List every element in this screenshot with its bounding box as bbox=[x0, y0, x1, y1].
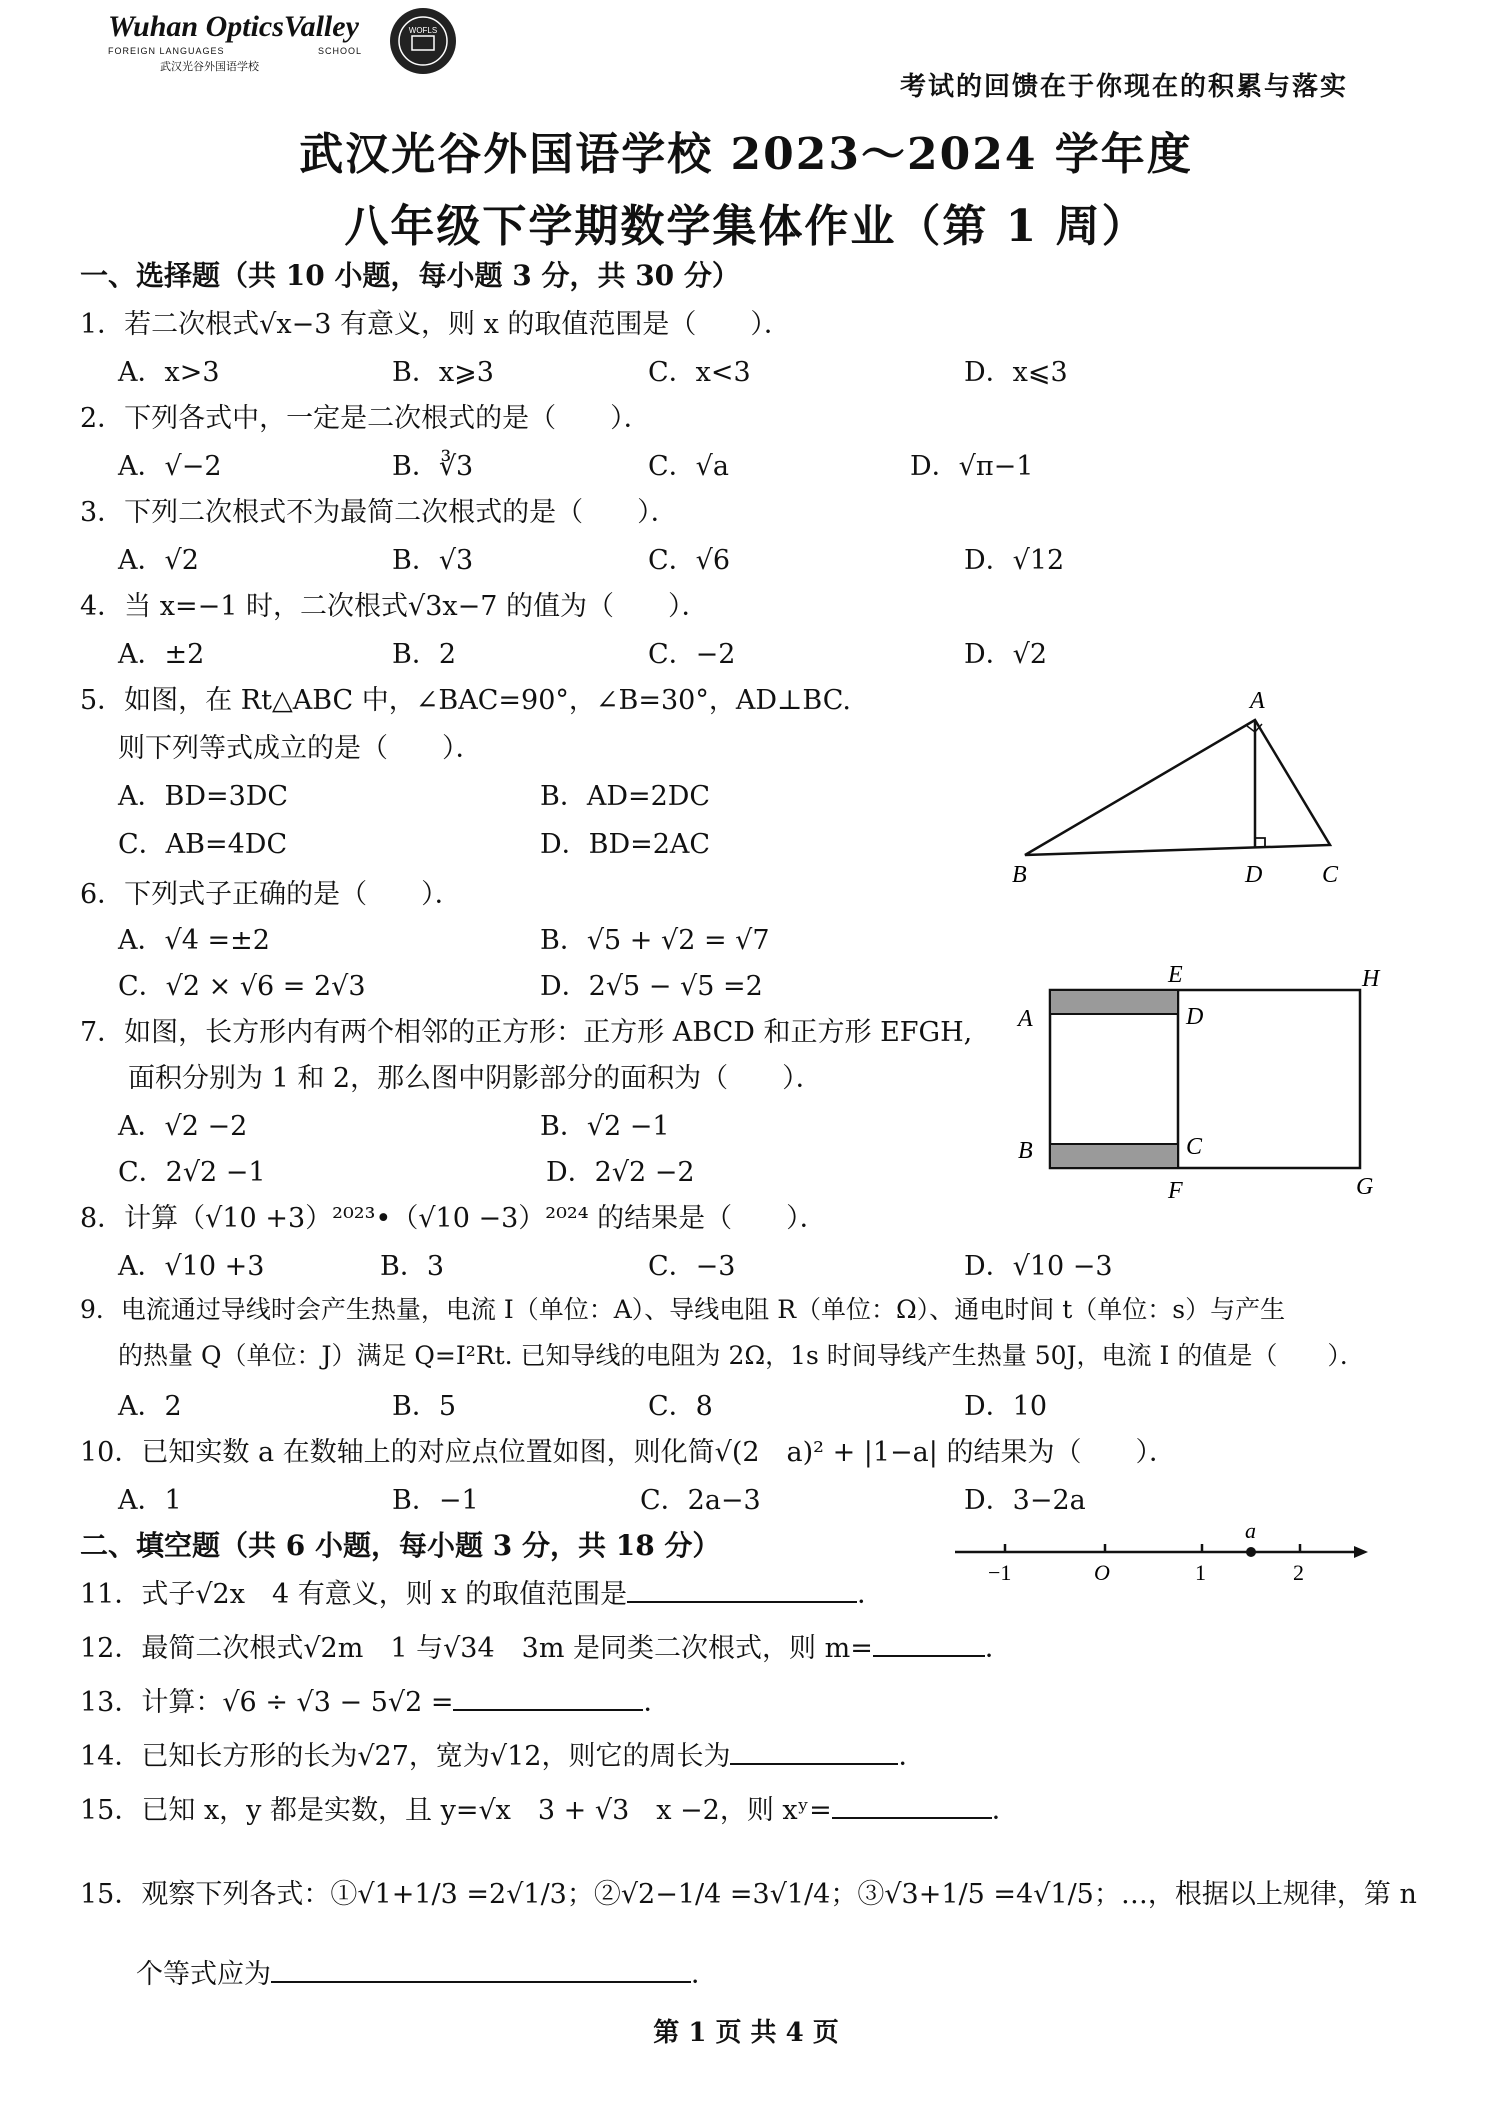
q8-option-c: C．−3 bbox=[648, 1251, 736, 1282]
point-a bbox=[1246, 1547, 1256, 1557]
question-5-line2: 则下列等式成立的是（ ）． bbox=[118, 733, 483, 764]
question-4: 4．当 x=−1 时，二次根式√3x−7 的值为（ ）． bbox=[80, 591, 709, 622]
q1-option-c: C．x<3 bbox=[648, 357, 751, 388]
number-line-figure bbox=[940, 1518, 1380, 1588]
q2-option-b: B．∛3 bbox=[392, 451, 474, 482]
q3-option-b: B．√3 bbox=[392, 545, 474, 576]
school-seal-icon bbox=[388, 6, 458, 76]
question-12 bbox=[80, 1626, 1012, 1665]
tri-label-b: B bbox=[1012, 862, 1027, 888]
question-14 bbox=[80, 1734, 925, 1773]
question-12-text: 12．最简二次根式√2m 1 与√34 3m 是同类二次根式，则 m= bbox=[80, 1633, 873, 1664]
rect-label-g: G bbox=[1356, 1174, 1374, 1200]
tri-label-c: C bbox=[1322, 862, 1339, 888]
question-16-line2 bbox=[136, 1952, 718, 1991]
school-logo-sub1: FOREIGN LANGUAGES bbox=[108, 46, 225, 56]
q5-option-b: B．AD=2DC bbox=[540, 781, 711, 812]
q4-option-b: B．2 bbox=[392, 639, 457, 670]
question-11-text: 11．式子√2x 4 有意义，则 x 的取值范围是 bbox=[80, 1579, 628, 1610]
period: ． bbox=[898, 1741, 926, 1772]
question-2: 2．下列各式中，一定是二次根式的是（ ）． bbox=[80, 403, 651, 434]
q2-option-d: D．√π−1 bbox=[910, 451, 1034, 482]
period: ． bbox=[857, 1579, 885, 1610]
numline-label-a: a bbox=[1245, 1518, 1256, 1543]
period: ． bbox=[984, 1633, 1012, 1664]
q1-option-a: A．x>3 bbox=[118, 357, 220, 388]
section1-heading: 一、选择题（共 10 小题，每小题 3 分，共 30 分） bbox=[80, 259, 740, 292]
q1-option-b: B．x⩾3 bbox=[392, 357, 494, 388]
seal-text: WOFLS bbox=[408, 26, 438, 35]
rect-label-c: C bbox=[1186, 1134, 1203, 1160]
page-title-line1: 武汉光谷外国语学校 2023～2024 学年度 bbox=[299, 129, 1193, 180]
shaded-bottom bbox=[1050, 1144, 1178, 1168]
q6-option-c: C．√2 × √6 = 2√3 bbox=[118, 971, 366, 1002]
question-10: 10．已知实数 a 在数轴上的对应点位置如图，则化简√(2 a)² + |1−a| 的结果为（ ）． bbox=[80, 1437, 1176, 1468]
period: ． bbox=[691, 1959, 718, 1990]
triangle-figure bbox=[1000, 680, 1360, 890]
question-11 bbox=[80, 1572, 884, 1611]
q10-option-a: A．1 bbox=[118, 1485, 182, 1516]
page-footer: 第 1 页 共 4 页 bbox=[653, 2018, 839, 2048]
rect-label-a: A bbox=[1018, 1006, 1033, 1032]
q7-option-a: A．√2 −2 bbox=[118, 1111, 248, 1142]
q10-option-d: D．3−2a bbox=[964, 1485, 1086, 1516]
q4-option-c: C．−2 bbox=[648, 639, 736, 670]
school-logo-name: Wuhan OpticsValley bbox=[108, 10, 359, 43]
q5-option-a: A．BD=3DC bbox=[118, 781, 289, 812]
numline-tick-1: 1 bbox=[1195, 1560, 1206, 1585]
q5-option-c: C．AB=4DC bbox=[118, 829, 288, 860]
q4-option-d: D．√2 bbox=[964, 639, 1048, 670]
q7-option-d: D．2√2 −2 bbox=[546, 1157, 695, 1188]
question-16: 15．观察下列各式：①√1+1/3 =2√1/3；②√2−1/4 =3√1/4；③√3+1/5 =4√1/5；…，根据以上规律，第 n bbox=[80, 1879, 1417, 1910]
rect-label-e: E bbox=[1168, 962, 1183, 988]
rect-label-d: D bbox=[1186, 1004, 1204, 1030]
question-13-text: 13．计算：√6 ÷ √3 − 5√2 = bbox=[80, 1687, 454, 1718]
rect-label-f: F bbox=[1168, 1178, 1183, 1204]
q4-option-a: A．±2 bbox=[118, 639, 205, 670]
q9-option-a: A．2 bbox=[118, 1391, 182, 1422]
numline-tick-neg1: −1 bbox=[988, 1560, 1012, 1585]
question-7-line2: 面积分别为 1 和 2，那么图中阴影部分的面积为（ ）． bbox=[128, 1063, 823, 1094]
q7-option-c: C．2√2 −1 bbox=[118, 1157, 266, 1188]
q8-option-a: A．√10 +3 bbox=[118, 1251, 265, 1282]
question-15 bbox=[80, 1788, 1019, 1827]
q9-option-b: B．5 bbox=[392, 1391, 457, 1422]
section2-heading: 二、填空题（共 6 小题，每小题 3 分，共 18 分） bbox=[80, 1529, 721, 1562]
q2-option-a: A．√−2 bbox=[118, 451, 222, 482]
answer-blank-15[interactable] bbox=[832, 1791, 992, 1819]
q6-option-b: B．√5 + √2 = √7 bbox=[540, 925, 770, 956]
answer-blank-12[interactable] bbox=[873, 1629, 985, 1657]
question-9-line2: 的热量 Q（单位：J）满足 Q=I²Rt. 已知导线的电阻为 2Ω，1s 时间导线产生热量 50J，电流 I 的值是（ ）． bbox=[118, 1341, 1365, 1370]
school-logo-sub2: SCHOOL bbox=[318, 46, 363, 56]
question-9: 9．电流通过导线时会产生热量，电流 I（单位：A）、导线电阻 R（单位：Ω）、通电时间 t（单位：s）与产生 bbox=[80, 1295, 1286, 1324]
question-5: 5．如图，在 Rt△ABC 中，∠BAC=90°，∠B=30°，AD⊥BC. bbox=[80, 685, 851, 716]
question-16-text: 个等式应为 bbox=[136, 1959, 271, 1990]
q9-option-d: D．10 bbox=[964, 1391, 1048, 1422]
period: ． bbox=[991, 1795, 1019, 1826]
question-8: 8．计算（√10 +3）²⁰²³•（√10 −3）²⁰²⁴ 的结果是（ ）． bbox=[80, 1203, 827, 1234]
q1-option-d: D．x⩽3 bbox=[964, 357, 1068, 388]
q3-option-a: A．√2 bbox=[118, 545, 199, 576]
q3-option-c: C．√6 bbox=[648, 545, 731, 576]
q3-option-d: D．√12 bbox=[964, 545, 1065, 576]
period: ． bbox=[643, 1687, 671, 1718]
q10-option-b: B．−1 bbox=[392, 1485, 479, 1516]
rect-label-h: H bbox=[1362, 966, 1380, 992]
tri-label-a: A bbox=[1250, 688, 1265, 714]
question-3: 3．下列二次根式不为最简二次根式的是（ ）． bbox=[80, 497, 678, 528]
q9-option-c: C．8 bbox=[648, 1391, 713, 1422]
question-15-text: 15．已知 x，y 都是实数，且 y=√x 3 + √3 x −2，则 xʸ= bbox=[80, 1795, 832, 1826]
rect-label-b: B bbox=[1018, 1138, 1033, 1164]
tri-label-d: D bbox=[1245, 862, 1263, 888]
answer-blank-11[interactable] bbox=[627, 1575, 857, 1603]
question-14-text: 14．已知长方形的长为√27，宽为√12，则它的周长为 bbox=[80, 1741, 731, 1772]
q8-option-d: D．√10 −3 bbox=[964, 1251, 1113, 1282]
q6-option-a: A．√4 =±2 bbox=[118, 925, 270, 956]
answer-blank-14[interactable] bbox=[730, 1737, 898, 1765]
school-logo-cn: 武汉光谷外国语学校 bbox=[160, 60, 259, 73]
question-1: 1．若二次根式√x−3 有意义，则 x 的取值范围是（ ）． bbox=[80, 309, 791, 340]
q5-option-d: D．BD=2AC bbox=[540, 829, 711, 860]
numline-tick-0: O bbox=[1094, 1560, 1110, 1585]
shaded-top bbox=[1050, 990, 1178, 1014]
squares-figure bbox=[1010, 958, 1410, 1208]
numline-tick-2: 2 bbox=[1293, 1560, 1304, 1585]
question-13 bbox=[80, 1680, 670, 1719]
answer-blank-16[interactable] bbox=[271, 1955, 691, 1983]
q2-option-c: C．√a bbox=[648, 451, 729, 482]
q7-option-b: B．√2 −1 bbox=[540, 1111, 670, 1142]
answer-blank-13[interactable] bbox=[453, 1683, 643, 1711]
q8-option-b: B．3 bbox=[380, 1251, 445, 1282]
question-7: 7．如图，长方形内有两个相邻的正方形：正方形 ABCD 和正方形 EFGH, bbox=[80, 1017, 973, 1048]
page-title-line2: 八年级下学期数学集体作业（第 1 周） bbox=[344, 201, 1148, 252]
question-6: 6．下列式子正确的是（ ）． bbox=[80, 879, 462, 910]
motto: 考试的回馈在于你现在的积累与落实 bbox=[900, 72, 1349, 102]
q10-option-c: C．2a−3 bbox=[640, 1485, 761, 1516]
q6-option-d: D．2√5 − √5 =2 bbox=[540, 971, 763, 1002]
